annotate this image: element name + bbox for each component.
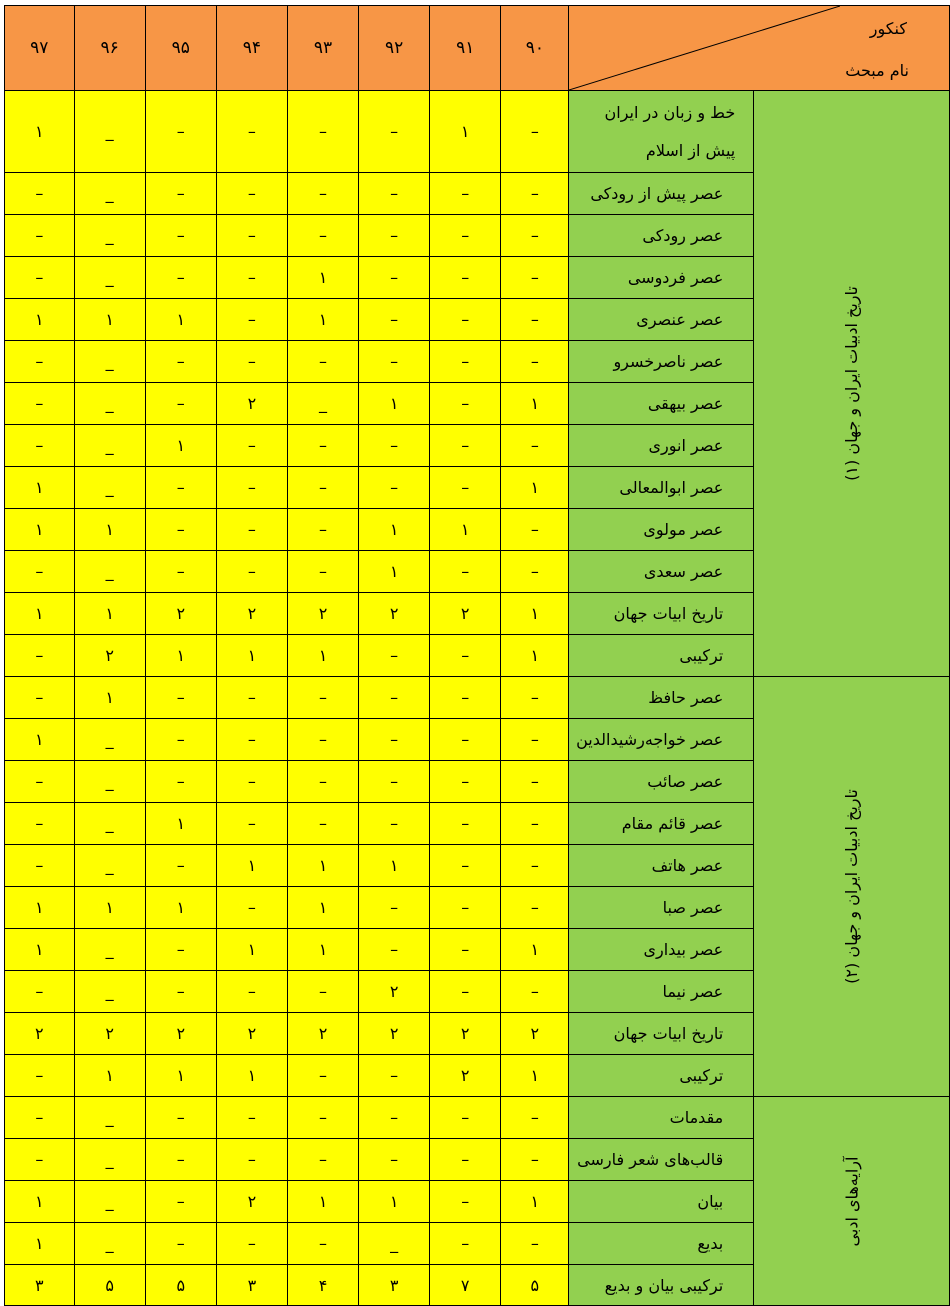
- year-header-95: ۹۵: [145, 6, 216, 91]
- value-cell: –: [287, 467, 358, 509]
- value-cell: _: [359, 1223, 430, 1265]
- topic-cell: بیان: [569, 1181, 754, 1223]
- value-cell: ۱: [501, 1055, 569, 1097]
- value-cell: ۲: [145, 1013, 216, 1055]
- value-cell: –: [359, 257, 430, 299]
- value-cell: –: [501, 719, 569, 761]
- value-cell: ۱: [359, 551, 430, 593]
- value-cell: –: [216, 173, 287, 215]
- value-cell: ۱: [501, 593, 569, 635]
- topic-cell: عصر بیداری: [569, 929, 754, 971]
- value-cell: –: [287, 425, 358, 467]
- value-cell: –: [287, 341, 358, 383]
- value-cell: –: [287, 509, 358, 551]
- value-cell: –: [5, 635, 75, 677]
- value-cell: –: [430, 971, 501, 1013]
- year-header-91: ۹۱: [430, 6, 501, 91]
- value-cell: _: [74, 383, 145, 425]
- value-cell: –: [359, 425, 430, 467]
- value-cell: ۱: [216, 1055, 287, 1097]
- topic-cell: قالب‌های شعر فارسی: [569, 1139, 754, 1181]
- value-cell: –: [287, 803, 358, 845]
- value-cell: –: [501, 1223, 569, 1265]
- value-cell: –: [145, 971, 216, 1013]
- value-cell: –: [216, 91, 287, 173]
- value-cell: –: [430, 341, 501, 383]
- value-cell: _: [74, 425, 145, 467]
- year-header-90: ۹۰: [501, 6, 569, 91]
- value-cell: ۲: [216, 1181, 287, 1223]
- value-cell: ۲: [74, 635, 145, 677]
- value-cell: –: [216, 509, 287, 551]
- value-cell: ۱: [5, 929, 75, 971]
- value-cell: –: [287, 971, 358, 1013]
- value-cell: –: [5, 1055, 75, 1097]
- value-cell: ۱: [216, 635, 287, 677]
- topic-cell: بدیع: [569, 1223, 754, 1265]
- value-cell: ۱: [287, 929, 358, 971]
- value-cell: –: [216, 761, 287, 803]
- value-cell: –: [145, 677, 216, 719]
- value-cell: –: [359, 299, 430, 341]
- value-cell: –: [145, 1223, 216, 1265]
- value-cell: –: [216, 1097, 287, 1139]
- value-cell: _: [74, 173, 145, 215]
- value-cell: ۱: [145, 425, 216, 467]
- value-cell: –: [359, 887, 430, 929]
- value-cell: –: [145, 1139, 216, 1181]
- value-cell: –: [430, 719, 501, 761]
- value-cell: ۱: [287, 845, 358, 887]
- value-cell: –: [501, 299, 569, 341]
- value-cell: –: [287, 91, 358, 173]
- value-cell: –: [287, 761, 358, 803]
- value-cell: _: [74, 1223, 145, 1265]
- value-cell: –: [430, 1181, 501, 1223]
- value-cell: –: [359, 1139, 430, 1181]
- value-cell: ۱: [145, 803, 216, 845]
- value-cell: –: [145, 551, 216, 593]
- topic-cell: عصر صبا: [569, 887, 754, 929]
- value-cell: –: [287, 719, 358, 761]
- value-cell: –: [430, 761, 501, 803]
- value-cell: ۵: [501, 1265, 569, 1306]
- value-cell: –: [287, 551, 358, 593]
- value-cell: –: [216, 887, 287, 929]
- value-cell: –: [359, 1097, 430, 1139]
- value-cell: –: [430, 803, 501, 845]
- value-cell: –: [501, 761, 569, 803]
- header-row: [5, 6, 950, 91]
- topic-cell: عصر سعدی: [569, 551, 754, 593]
- value-cell: ۱: [5, 1181, 75, 1223]
- year-header-93: ۹۳: [287, 6, 358, 91]
- value-cell: –: [5, 257, 75, 299]
- value-cell: ۱: [287, 635, 358, 677]
- value-cell: –: [501, 257, 569, 299]
- value-cell: –: [359, 677, 430, 719]
- value-cell: _: [74, 929, 145, 971]
- topic-cell: عصر هاتف: [569, 845, 754, 887]
- topic-cell: عصر بیهقی: [569, 383, 754, 425]
- value-cell: _: [74, 91, 145, 173]
- value-cell: –: [5, 761, 75, 803]
- value-cell: ۱: [5, 719, 75, 761]
- group-title-cell: [754, 677, 950, 1097]
- value-cell: –: [430, 425, 501, 467]
- value-cell: ۱: [5, 1223, 75, 1265]
- topic-cell: تاریخ ابیات جهان: [569, 1013, 754, 1055]
- value-cell: ۱: [501, 467, 569, 509]
- value-cell: –: [430, 467, 501, 509]
- value-cell: –: [145, 761, 216, 803]
- topic-cell: عصر رودکی: [569, 215, 754, 257]
- value-cell: ۲: [287, 593, 358, 635]
- value-cell: ۱: [5, 299, 75, 341]
- value-cell: –: [501, 1139, 569, 1181]
- value-cell: –: [501, 1097, 569, 1139]
- topic-cell: ترکیبی بیان و بدیع: [569, 1265, 754, 1306]
- value-cell: –: [501, 887, 569, 929]
- value-cell: –: [359, 467, 430, 509]
- value-cell: ۱: [501, 383, 569, 425]
- value-cell: –: [287, 677, 358, 719]
- value-cell: –: [430, 1097, 501, 1139]
- table-row: [5, 1097, 950, 1139]
- value-cell: ۱: [145, 1055, 216, 1097]
- topic-cell: عصر مولوی: [569, 509, 754, 551]
- value-cell: ۱: [74, 887, 145, 929]
- value-cell: –: [287, 1055, 358, 1097]
- value-cell: –: [216, 719, 287, 761]
- value-cell: ۲: [359, 593, 430, 635]
- topic-cell: خط و زبان در ایران پیش از اسلام: [569, 91, 754, 173]
- value-cell: –: [5, 173, 75, 215]
- value-cell: –: [501, 551, 569, 593]
- value-cell: _: [74, 803, 145, 845]
- value-cell: ۲: [74, 1013, 145, 1055]
- value-cell: –: [5, 803, 75, 845]
- value-cell: –: [5, 551, 75, 593]
- value-cell: –: [430, 929, 501, 971]
- value-cell: –: [216, 803, 287, 845]
- value-cell: –: [5, 845, 75, 887]
- corner-diagonal-line: [569, 6, 840, 90]
- value-cell: ۱: [5, 593, 75, 635]
- value-cell: ۱: [74, 1055, 145, 1097]
- value-cell: _: [74, 719, 145, 761]
- year-header-96: ۹۶: [74, 6, 145, 91]
- value-cell: –: [430, 173, 501, 215]
- value-cell: ۱: [74, 677, 145, 719]
- value-cell: –: [501, 173, 569, 215]
- value-cell: ۱: [501, 635, 569, 677]
- value-cell: –: [145, 1181, 216, 1223]
- value-cell: _: [74, 551, 145, 593]
- value-cell: –: [216, 1139, 287, 1181]
- value-cell: –: [216, 971, 287, 1013]
- value-cell: –: [359, 173, 430, 215]
- topic-cell: تاریخ ابیات جهان: [569, 593, 754, 635]
- value-cell: –: [5, 341, 75, 383]
- value-cell: ۲: [430, 593, 501, 635]
- value-cell: –: [5, 425, 75, 467]
- value-cell: –: [287, 1097, 358, 1139]
- value-cell: –: [145, 383, 216, 425]
- topic-cell: عصر فردوسی: [569, 257, 754, 299]
- value-cell: –: [287, 173, 358, 215]
- corner-header-cell: [569, 6, 950, 91]
- value-cell: –: [145, 467, 216, 509]
- value-cell: ۱: [216, 929, 287, 971]
- table-row: [5, 677, 950, 719]
- group-title: تاریخ ادبیات ایران و جهان (۱): [842, 286, 862, 481]
- value-cell: ۲: [359, 971, 430, 1013]
- value-cell: –: [216, 425, 287, 467]
- value-cell: –: [359, 719, 430, 761]
- value-cell: _: [74, 761, 145, 803]
- value-cell: ۱: [145, 299, 216, 341]
- value-cell: –: [5, 971, 75, 1013]
- value-cell: ۲: [216, 1013, 287, 1055]
- value-cell: –: [430, 383, 501, 425]
- value-cell: ۱: [287, 257, 358, 299]
- value-cell: ۳: [359, 1265, 430, 1306]
- value-cell: –: [359, 761, 430, 803]
- value-cell: ۲: [501, 1013, 569, 1055]
- value-cell: –: [501, 425, 569, 467]
- topic-cell: عصر پیش از رودکی: [569, 173, 754, 215]
- value-cell: ۱: [5, 887, 75, 929]
- value-cell: –: [145, 719, 216, 761]
- year-header-92: ۹۲: [359, 6, 430, 91]
- value-cell: ۳: [216, 1265, 287, 1306]
- value-cell: _: [74, 341, 145, 383]
- value-cell: –: [430, 845, 501, 887]
- value-cell: –: [359, 1055, 430, 1097]
- value-cell: ۱: [430, 509, 501, 551]
- value-cell: –: [216, 1223, 287, 1265]
- topic-cell: عصر عنصری: [569, 299, 754, 341]
- value-cell: ۵: [145, 1265, 216, 1306]
- topic-cell: عصر نیما: [569, 971, 754, 1013]
- value-cell: ۱: [5, 509, 75, 551]
- value-cell: –: [501, 91, 569, 173]
- value-cell: –: [216, 257, 287, 299]
- value-cell: ۱: [287, 299, 358, 341]
- table-row: [5, 91, 950, 173]
- value-cell: ۲: [287, 1013, 358, 1055]
- value-cell: –: [430, 635, 501, 677]
- value-cell: ۱: [216, 845, 287, 887]
- corner-label-exam: کنکور: [869, 19, 907, 38]
- value-cell: –: [145, 341, 216, 383]
- value-cell: ۱: [501, 1181, 569, 1223]
- value-cell: –: [430, 215, 501, 257]
- value-cell: _: [74, 1097, 145, 1139]
- value-cell: –: [145, 845, 216, 887]
- value-cell: –: [145, 509, 216, 551]
- value-cell: ۲: [216, 383, 287, 425]
- value-cell: ۲: [359, 1013, 430, 1055]
- topic-cell: عصر قائم مقام: [569, 803, 754, 845]
- value-cell: –: [5, 383, 75, 425]
- value-cell: –: [359, 215, 430, 257]
- value-cell: ۱: [287, 887, 358, 929]
- value-cell: –: [287, 1223, 358, 1265]
- value-cell: –: [359, 635, 430, 677]
- value-cell: ۲: [216, 593, 287, 635]
- exam-topic-table-container: [4, 5, 950, 1306]
- topic-cell: ترکیبی: [569, 635, 754, 677]
- value-cell: ۲: [430, 1055, 501, 1097]
- value-cell: –: [145, 215, 216, 257]
- value-cell: ۱: [359, 383, 430, 425]
- value-cell: –: [216, 677, 287, 719]
- value-cell: ۱: [359, 1181, 430, 1223]
- value-cell: ۱: [74, 509, 145, 551]
- value-cell: –: [359, 803, 430, 845]
- value-cell: –: [5, 215, 75, 257]
- value-cell: ۲: [5, 1013, 75, 1055]
- value-cell: –: [5, 677, 75, 719]
- topic-cell: مقدمات: [569, 1097, 754, 1139]
- value-cell: –: [359, 929, 430, 971]
- value-cell: –: [145, 91, 216, 173]
- value-cell: –: [5, 1097, 75, 1139]
- value-cell: –: [216, 299, 287, 341]
- value-cell: –: [501, 971, 569, 1013]
- topic-cell: عصر صائب: [569, 761, 754, 803]
- year-header-97: ۹۷: [5, 6, 75, 91]
- value-cell: –: [287, 215, 358, 257]
- value-cell: –: [5, 1139, 75, 1181]
- value-cell: –: [145, 1097, 216, 1139]
- value-cell: –: [501, 215, 569, 257]
- value-cell: –: [430, 887, 501, 929]
- corner-label-topic: نام مبحث: [845, 61, 909, 80]
- topic-cell: ترکیبی: [569, 1055, 754, 1097]
- topic-cell: عصر خواجه‌رشیدالدین: [569, 719, 754, 761]
- value-cell: ۴: [287, 1265, 358, 1306]
- value-cell: –: [216, 215, 287, 257]
- value-cell: –: [145, 173, 216, 215]
- value-cell: –: [501, 509, 569, 551]
- exam-topic-table: [4, 5, 950, 1306]
- value-cell: ۱: [5, 467, 75, 509]
- value-cell: ۱: [74, 299, 145, 341]
- topic-cell: عصر انوری: [569, 425, 754, 467]
- value-cell: ۲: [430, 1013, 501, 1055]
- group-title-cell: [754, 91, 950, 677]
- topic-cell: عصر حافظ: [569, 677, 754, 719]
- value-cell: ۱: [145, 635, 216, 677]
- group-title: تاریخ ادبیات ایران و جهان (۲): [842, 789, 862, 984]
- value-cell: –: [145, 257, 216, 299]
- value-cell: –: [216, 467, 287, 509]
- value-cell: –: [287, 1139, 358, 1181]
- value-cell: –: [359, 341, 430, 383]
- value-cell: –: [359, 91, 430, 173]
- value-cell: –: [216, 341, 287, 383]
- value-cell: ۱: [287, 1181, 358, 1223]
- value-cell: ۱: [5, 91, 75, 173]
- value-cell: –: [501, 803, 569, 845]
- value-cell: ۵: [74, 1265, 145, 1306]
- value-cell: –: [430, 257, 501, 299]
- value-cell: ۱: [359, 845, 430, 887]
- value-cell: ۷: [430, 1265, 501, 1306]
- value-cell: –: [430, 1139, 501, 1181]
- value-cell: ۳: [5, 1265, 75, 1306]
- value-cell: _: [287, 383, 358, 425]
- value-cell: ۱: [359, 509, 430, 551]
- value-cell: ۲: [145, 593, 216, 635]
- value-cell: _: [74, 1139, 145, 1181]
- value-cell: ۱: [145, 887, 216, 929]
- value-cell: –: [501, 845, 569, 887]
- value-cell: –: [430, 677, 501, 719]
- year-header-94: ۹۴: [216, 6, 287, 91]
- value-cell: ۱: [501, 929, 569, 971]
- value-cell: –: [430, 299, 501, 341]
- value-cell: _: [74, 215, 145, 257]
- value-cell: ۱: [430, 91, 501, 173]
- value-cell: _: [74, 467, 145, 509]
- topic-cell: عصر ابوالمعالی: [569, 467, 754, 509]
- value-cell: –: [501, 677, 569, 719]
- group-title-cell: [754, 1097, 950, 1306]
- value-cell: ۱: [74, 593, 145, 635]
- value-cell: –: [430, 551, 501, 593]
- topic-cell: عصر ناصرخسرو: [569, 341, 754, 383]
- group-title: آرایه‌های ادبی: [842, 1156, 862, 1246]
- value-cell: _: [74, 257, 145, 299]
- value-cell: –: [216, 551, 287, 593]
- value-cell: –: [145, 929, 216, 971]
- value-cell: –: [501, 341, 569, 383]
- value-cell: _: [74, 971, 145, 1013]
- value-cell: _: [74, 1181, 145, 1223]
- value-cell: _: [74, 845, 145, 887]
- value-cell: –: [430, 1223, 501, 1265]
